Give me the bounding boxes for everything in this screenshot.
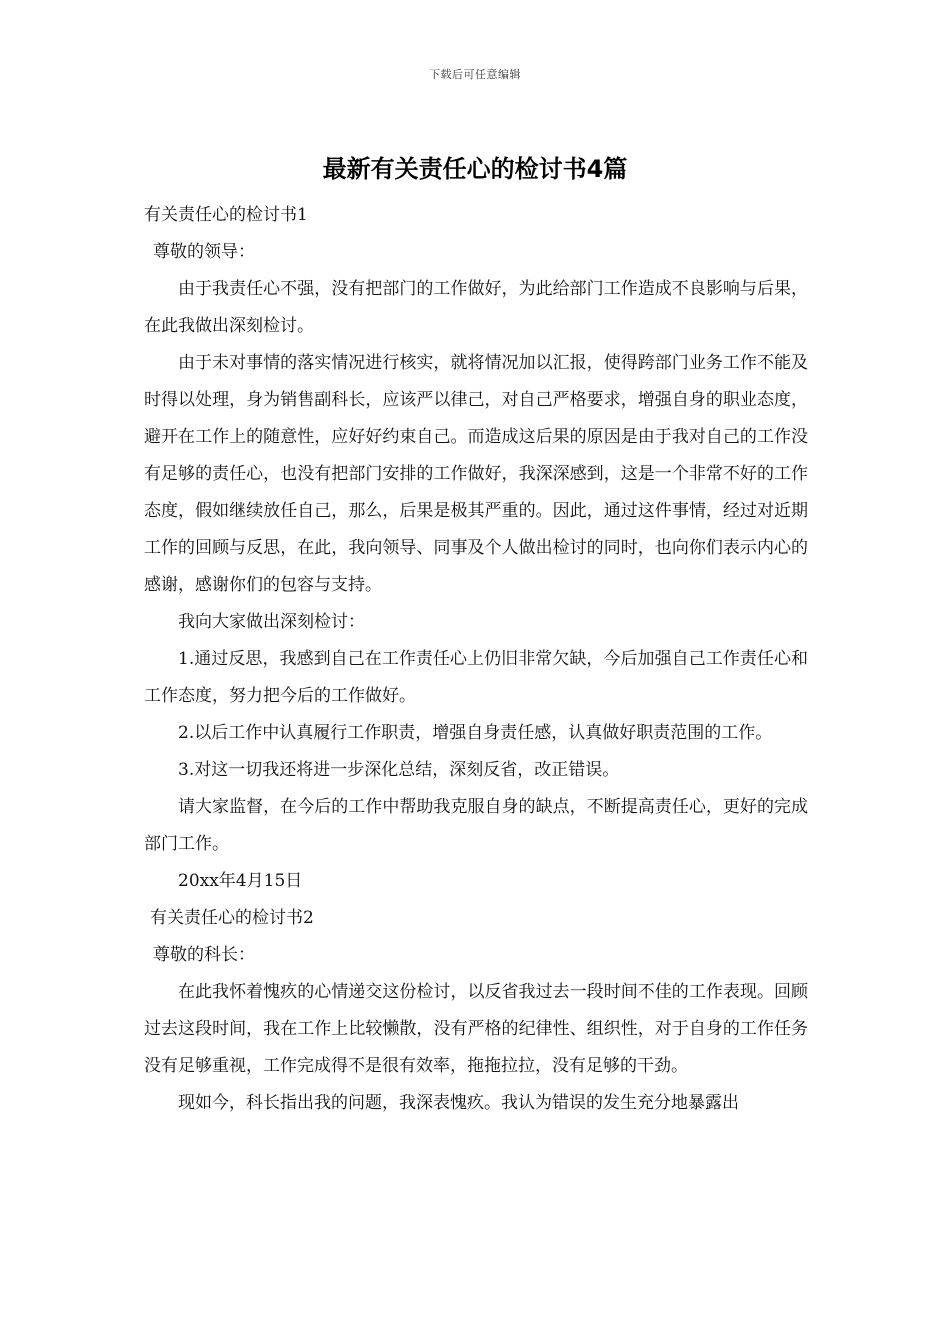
document-title: 最新有关责任心的检讨书4篇 — [322, 155, 628, 183]
section-1-list-item: 3.对这一切我还将进一步深化总结，深刻反省，改正错误。 — [178, 760, 620, 780]
section-1-heading: 有关责任心的检讨书1 — [144, 205, 308, 225]
section-1-paragraph: 请大家监督，在今后的工作中帮助我克服自身的缺点，不断提高责任心，更好的完成部门工作。 — [144, 797, 808, 854]
section-1-date: 20xx年4月15日 — [178, 871, 303, 891]
section-1-paragraph: 我向大家做出深刻检讨： — [178, 612, 365, 632]
header-note: 下载后可任意编辑 — [429, 68, 521, 81]
section-1-list-item: 2.以后工作中认真履行工作职责，增强自身责任感，认真做好职责范围的工作。 — [178, 723, 773, 743]
section-2-heading: 有关责任心的检讨书2 — [150, 908, 314, 928]
section-1-salutation: 尊敬的领导： — [153, 242, 255, 262]
section-1-paragraph: 由于未对事情的落实情况进行核实，就将情况加以汇报，使得跨部门业务工作不能及时得以处理，身为销售副科长，应该严以律己，对自己严格要求，增强自身的职业态度，避开在工作上的随意性，应好好约束自己。而造成这后果的原因是由于我对自己的工作没有足够的责任心，也没有把部门安排的工作做好，我深深感到，这是一个非常不好的工作态度，假如继续放任自己，那么，后果是极其严重的。因此，通过这件事情，经过对近期工作的回顾与反思，在此，我向领导、同事及个人做出检讨的同时，也向你们表示内心的感谢，感谢你们的包容与支持。 — [144, 353, 808, 595]
section-2-salutation: 尊敬的科长： — [153, 945, 255, 965]
section-1-list-item: 1.通过反思，我感到自己在工作责任心上仍旧非常欠缺，今后加强自己工作责任心和工作态度，努力把今后的工作做好。 — [144, 649, 808, 706]
section-1-paragraph: 由于我责任心不强，没有把部门的工作做好，为此给部门工作造成不良影响与后果，在此我做出深刻检讨。 — [144, 279, 808, 336]
section-2-paragraph: 在此我怀着愧疚的心情递交这份检讨，以反省我过去一段时间不佳的工作表现。回顾过去这段时间，我在工作上比较懒散，没有严格的纪律性、组织性，对于自身的工作任务没有足够重视，工作完成得不是很有效率，拖拖拉拉，没有足够的干劲。 — [144, 982, 808, 1076]
document-body — [144, 197, 808, 1122]
section-2-paragraph: 现如今，科长指出我的问题，我深表愧疚。我认为错误的发生充分地暴露出 — [178, 1093, 739, 1113]
